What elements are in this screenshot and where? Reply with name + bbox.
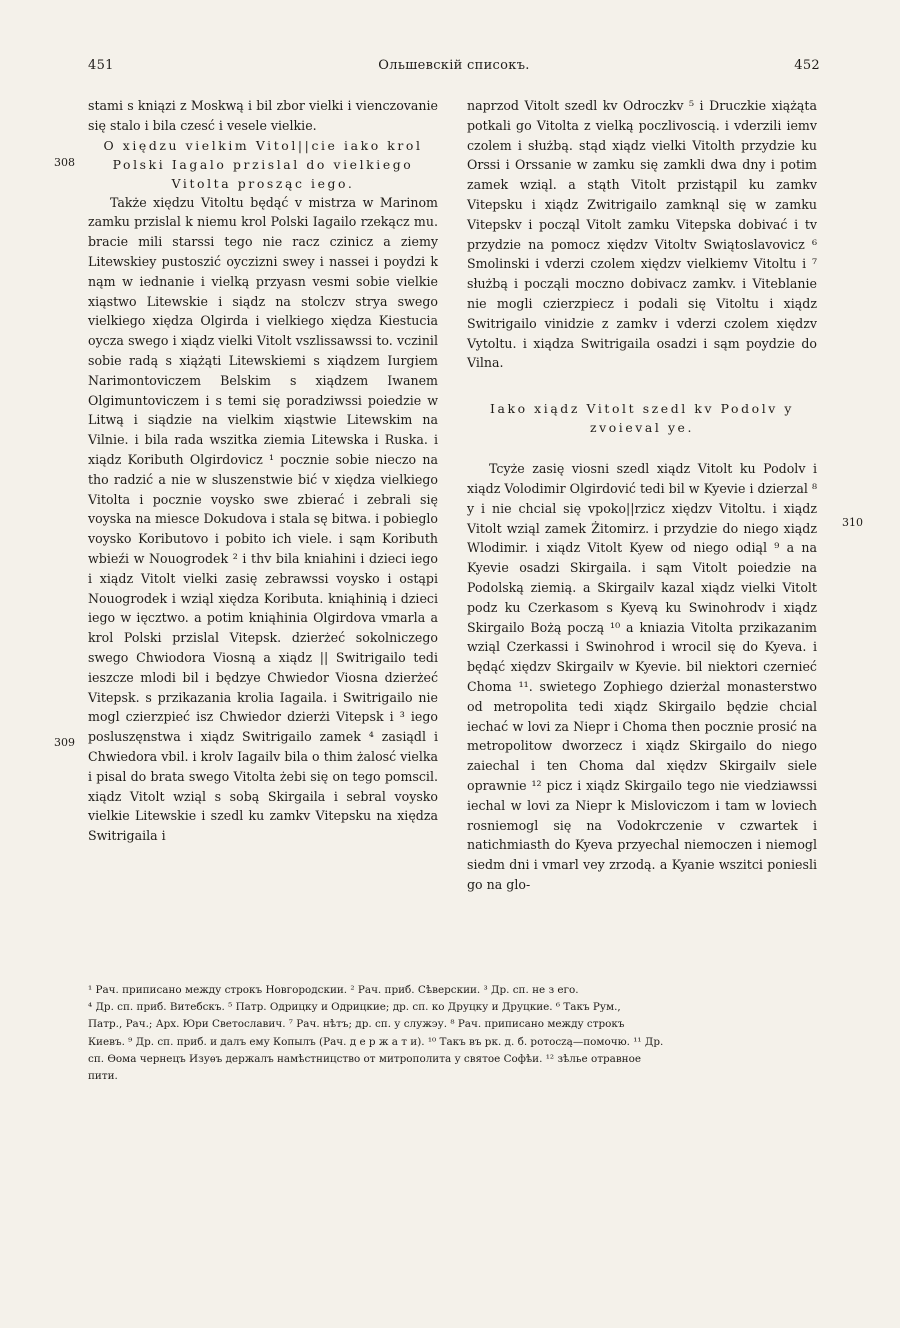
margin-number: 308 bbox=[54, 156, 75, 169]
footnote-line: сп. Ѳома чернецъ Изуѳъ держалъ намѣстницство от митрополита у святое Софѣи. ¹² зѣлье отравное bbox=[88, 1052, 642, 1065]
running-title: Ольшевскій списокъ. bbox=[378, 58, 530, 73]
section-heading: O xiędzu vielkim Vitol||cie iako krol Polski Iagalo przislal do vielkiego Vitolta prosząc iego. bbox=[103, 137, 423, 191]
footnotes bbox=[88, 982, 822, 1085]
footnote-line: Патр., Рач.; Арх. Юри Светославич. ⁷ Рач. нѣтъ; др. сп. у служэу. ⁸ Рач. приписано между строкъ bbox=[88, 1018, 625, 1031]
paragraph: Tcyże zasię viosni szedl xiądz Vitolt ku Podolv i xiądz Volodimir Olgirdović tedi bil w Kyevie i dzierzal ⁸ y i nie chcial się vpoko||rzicz xiędzv Vitoltu. i xiądz Vitolt wziąl zamek Żitomirz. i przydzie do niego xiądz Wlodimir. i xiądz Vitolt Kyew od niego odiąl ⁹ a na Kyevie osadzi Skirgaila. i sąm Vitolt poiedzie na Podolską ziemią. a Skirgailv kazal xiądz vielki Vitolt podz ku Czerkasom s Kyevą ku Swinohrodv i xiądz Skirgailo Bożą począ ¹⁰ a kniazia Vitolta przikazanim wziąl Czerkassi i Swinohrod i wrocil się do Kyeva. i będąć xiędzv Skirgailv w Kyevie. bil niektori czernieć Choma ¹¹. swietego Zophiego dzierżal monasterstwo od metropolita tedi xiądz Skirgailo będzie chcial iechać w lovi za Niepr i Choma then pocznie prosić na metropolitow dworzecz i xiądz Skirgailo do niego zaiechal i ten Choma dal xiędzv Skirgailv siele oprawnie ¹² picz i xiądz Skirgailo tego nie viedziawssi iechal w lovi za Niepr k Misloviczom i tam w loviech rosniemogl się na Vodokrczenie v czwartek i natichmiasth do Kyeva przyechal niemoczen i niemogl siedm dni i vmarl vey zrzodą. a Kyanie wszitci poniesli go na glo- bbox=[467, 461, 817, 892]
footnote-line: Киевъ. ⁹ Др. сп. приб. и далъ ему Копылъ (Рач. д е р ж а т и). ¹⁰ Такъ въ рк. д. б. ротосzą—помочю. ¹¹ Др. bbox=[88, 1035, 664, 1048]
right-column bbox=[467, 96, 817, 895]
page-number-right: 452 bbox=[794, 58, 820, 73]
footnote-divider bbox=[88, 964, 822, 965]
footnote-line: пити. bbox=[88, 1070, 118, 1083]
margin-number: 310 bbox=[842, 516, 863, 529]
footnote-line: ⁴ Др. сп. приб. Витебскъ. ⁵ Патр. Одрицку и Одрицкие; др. сп. ко Друцку и Друцкие. ⁶ Такъ Рум., bbox=[88, 1001, 621, 1014]
section-heading: Iako xiądz Vitolt szedl kv Podolv y zvoieval ye. bbox=[489, 401, 795, 436]
margin-number: 309 bbox=[54, 736, 75, 749]
footnote-line: ¹ Рач. приписано между строкъ Новгородскии. ² Рач. приб. Сѣверскии. ³ Др. сп. не з его. bbox=[88, 984, 579, 996]
left-column bbox=[88, 96, 438, 846]
paragraph: stami s kniązi z Moskwą i bil zbor vielki i vienczovanie się stalo i bila czesć i vesele vielkie. bbox=[88, 98, 438, 133]
paragraph: Także xiędzu Vitoltu będąć v mistrza w Marinom zamku przislal k niemu krol Polski Iagailo rzekącz mu. bracie mili starssi tego nie racz czinicz a ziemy Litewskiey pustoszić oyczizni swey i nassei i poydzi k nąm w iednanie i vielką przyasn vesmi sobie vielkie xiąstwo Litewskie i siądz na stolczv strya swego vielkiego xiędza Olgirda i vielkiego xiędza Kiestucia oycza swego i xiądz vielki Vitolt vszlissawssi to. vczinil sobie radą s xiążąti Litewskiemi s xiądzem Iurgiem Narimontoviczem Belskim s xiądzem Iwanem Olgimuntoviczem i s temi się poradziwssi poiedzie w Litwą i siądzie na vielkim xiąstwie Litewskim na Vilnie. i bila rada wszitka ziemia Litewska i Ruska. i xiądz Koributh Olgirdovicz ¹ pocznie sobie nieczo na tho radzić a nie w sluszenstwie bić v xiędza vielkiego Vitolta i pocznie voysko swe zbierać i zebrali się voyska na miesce Dokudova i stala sę bitwa. i pobieglo voysko Koributovo i pobito ich viele. i sąm Koributh wbieźi w Nouogrodek ² i thv bila kniahini i dzieci iego i xiądz Vitolt vielki zasię zebrawssi voysko i ostąpi Nouogrodek i wziąl xiędza Koributa. kniąhinią i dzieci iego w ięcztwo. a potim kniąhinia Olgirdova vmarla a krol Polski przislal Vitepsk. dzierżeć sokolniczego swego Chwiodora Viosną a xiądz || Switrigailo tedi ieszcze mlodi bil i będzye Chwiedor Viosna dzierżeć Vitepsk. s przikazania krolia Iagaila. i Switrigailo nie mogl czierzpieć isz Chwiedor dzierżi Vitepsk i ³ iego posluszęnstwa i xiądz Switrigailo zamek ⁴ zasiądl i Chwiedora vbil. i krolv Iagailv bila o thim żalosć vielka i pisal do brata swego Vitolta żebi się on tego pomscil. xiądz Vitolt wziąl s sobą Skirgaila i sebral voysko vielkie Litewskie i szedl ku zamkv Vitepsku na xiędza Switrigaila i bbox=[88, 194, 438, 844]
page-header bbox=[88, 58, 820, 80]
paragraph: naprzod Vitolt szedl kv Odroczkv ⁵ i Druczkie xiążąta potkali go Vitolta z vielką poczlivoscią. i vderzili iemv czolem i służbą. stąd xiądz vielki Vitolth przydzie ku Orssi i Orssanie w zamku się zamkli dwa dny i potim zamek wziąl. a stąth Vitolt przistąpil ku zamkv Vitepsku i xiądz Zwitrigailo zamknąl się w zamku Vitepskv i począl Vitolt zamku Vitepska dobivać i tv przydzie na pomocz xiędzv Vitoltv Swiątoslavovicz ⁶ Smolinski i vderzi czolem xiędzv vielkiemv Vitoltu i ⁷ służbą i począli moczno dobivacz zamkv. i Viteblanie nie mogli czierzpiecz i podali się Vitoltu i xiądz Switrigailo vinidzie z zamkv i vderzi czolem xiędzv Vytoltu. i xiądza Switrigaila osadzi i sąm poydzie do Vilna. bbox=[467, 98, 817, 371]
page-number-left: 451 bbox=[88, 58, 114, 73]
